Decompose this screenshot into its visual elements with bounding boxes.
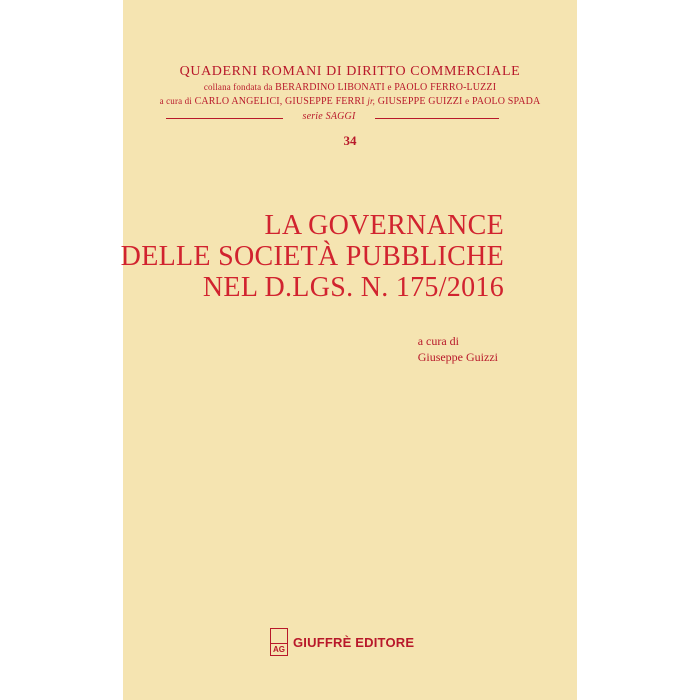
founders-name-b: PAOLO FERRO-LUZZI xyxy=(394,82,497,93)
editors-name-a: CARLO ANGELICI, GIUSEPPE FERRI xyxy=(194,96,365,107)
title-line-1: LA GOVERNANCE xyxy=(264,210,504,241)
volume-number: 34 xyxy=(343,133,357,148)
publisher-logo xyxy=(270,628,288,656)
curator-name: Giuseppe Guizzi xyxy=(417,350,498,364)
book-title xyxy=(121,210,504,303)
divider-left xyxy=(166,118,283,119)
logo-upper-box xyxy=(271,629,287,644)
curator-block xyxy=(418,333,498,365)
editors-join: e xyxy=(465,96,470,106)
series-founders xyxy=(123,82,577,93)
subseries-label: serie SAGGI xyxy=(302,111,356,122)
editors-jr: jr, xyxy=(367,96,376,106)
founders-prefix: collana fondata da xyxy=(203,82,273,92)
title-line-2: DELLE SOCIETÀ PUBBLICHE xyxy=(120,241,504,272)
series-title: QUADERNI ROMANI DI DIRITTO COMMERCIALE xyxy=(179,64,521,79)
title-line-3: NEL D.LGS. N. 175/2016 xyxy=(202,272,504,303)
editors-name-c: PAOLO SPADA xyxy=(471,96,541,107)
series-editors xyxy=(123,96,577,107)
publisher xyxy=(270,628,414,656)
editors-name-b: GIUSEPPE GUIZZI xyxy=(377,96,463,107)
editors-prefix: a cura di xyxy=(159,96,192,106)
publisher-name: GIUFFRÈ EDITORE xyxy=(293,634,415,650)
founders-name-a: BERARDINO LIBONATI xyxy=(275,82,385,93)
book-cover xyxy=(120,0,577,700)
founders-join: e xyxy=(387,82,392,92)
logo-letters: AG xyxy=(273,645,285,654)
curator-label: a cura di xyxy=(417,334,459,348)
divider-right xyxy=(375,118,499,119)
